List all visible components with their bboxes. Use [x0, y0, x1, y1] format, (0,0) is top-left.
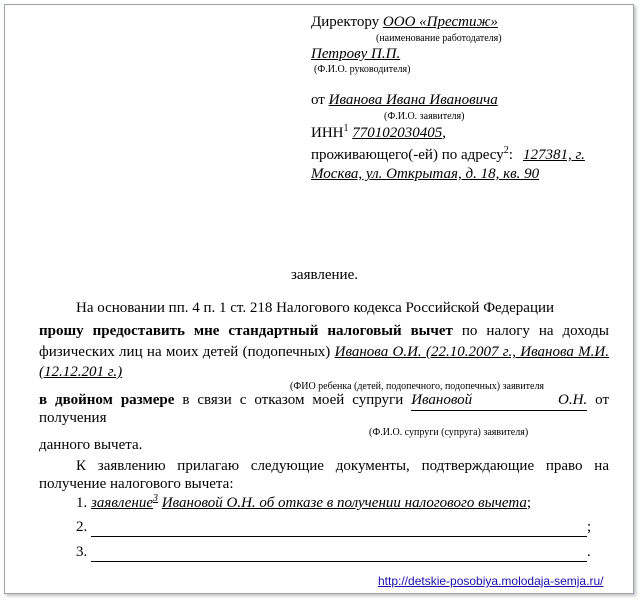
document-item-3: 3. .: [76, 544, 591, 560]
director-name: Петрову П.П.: [311, 46, 401, 62]
inn-value: 770102030405: [352, 125, 443, 141]
paragraph1-line1: На основании пп. 4 п. 1 ст. 218 Налогового кодекса Российской Федерации: [76, 300, 555, 316]
spouse-hint: (Ф.И.О. супруги (супруга) заявителя): [369, 427, 529, 438]
paragraph1-line2: прошу предоставить мне стандартный налоговый вычет по налогу на доходы: [39, 323, 610, 339]
paragraph2-line2: получение налогового вычета:: [39, 476, 234, 492]
children-hint: (ФИО ребенка (детей, подопечного, подопечных) заявителя: [290, 381, 545, 392]
company-hint: (наименование работодателя): [376, 33, 502, 44]
receiving-word: получения: [39, 410, 107, 426]
spouse-name-field: Ивановой О.Н.: [411, 391, 587, 411]
director-line: Директору ООО «Престиж»: [311, 14, 498, 30]
document-item-1: 1. заявление$^3$ Ивановой О.Н. об отказе в получении налогового вычета;: [76, 493, 532, 511]
applicant-hint: (Ф.И.О. заявителя): [384, 111, 465, 122]
inn-line: ИНН$^1$ 770102030405,: [311, 123, 446, 141]
paragraph1-line3: физических лиц на моих детей (подопечных) Иванова О.И. (22.10.2007 г., Иванова М.И.: [39, 344, 610, 360]
applicant-line: от Иванова Ивана Ивановича: [311, 92, 498, 108]
paragraph2-line1: К заявлению прилагаю следующие документы, подтверждающие право на: [76, 458, 609, 474]
source-link[interactable]: http://detskie-posobiya.molodaja-semja.ru/: [378, 574, 604, 588]
children-names-cont: (12.12.201 г.): [39, 364, 123, 380]
address-part2: Москва, ул. Открытая, д. 18, кв. 90: [311, 166, 540, 182]
double-deduction-line: в двойном размере в связи с отказом моей супруги Ивановой О.Н. от: [39, 391, 609, 411]
address-part1: 127381, г.: [523, 147, 585, 163]
director-hint: (Ф.И.О. руководителя): [314, 64, 411, 75]
document-item-2-blank: [91, 518, 587, 537]
company-name: ООО «Престиж»: [382, 14, 498, 30]
children-names: Иванова О.И. (22.10.2007 г., Иванова М.И.: [334, 344, 610, 360]
applicant-name: Иванова Ивана Ивановича: [328, 92, 498, 108]
document-item-2: 2. ;: [76, 519, 592, 535]
document-title: заявление.: [291, 267, 358, 283]
address-line: проживающего(-ей) по адресу$^2$: 127381, г.: [311, 145, 585, 163]
deduction-end: данного вычета.: [39, 437, 143, 453]
document-item-3-blank: [91, 543, 587, 562]
